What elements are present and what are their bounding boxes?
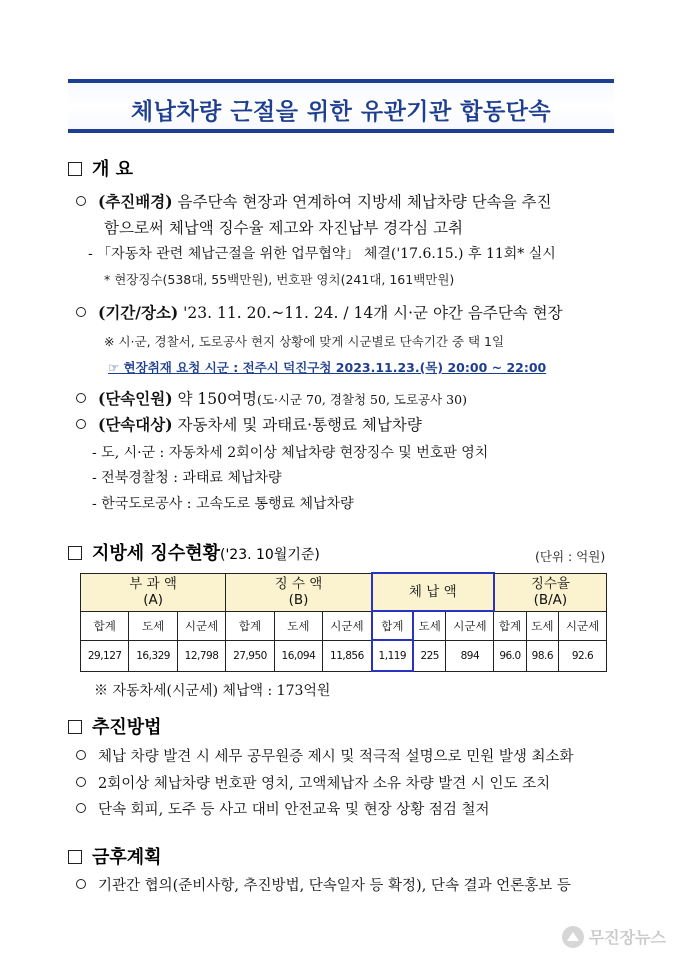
section-heading-method [68,713,162,739]
agreement-line: - 「자동차 관련 체납근절을 위한 업무협약」 체결('17.6.15.) 후 11회* 실시 [88,246,556,262]
circle-bullet-icon [76,419,86,429]
staff-label: (단속인원) [98,389,173,408]
sub-header: 도세 [526,611,558,640]
table-cell: 96.0 [494,640,526,671]
table-cell: 225 [413,640,446,671]
group-name: 체 납 액 [408,584,457,600]
method-item [76,798,489,819]
table-cell: 29,127 [81,640,129,671]
period-text: '23. 11. 20.~11. 24. / 14개 시·군 야간 음주단속 현장 [183,304,563,322]
tax-heading-text: 지방세 징수현황 [92,543,220,564]
method-item-text: 체납 차량 발견 시 세무 공무원증 제시 및 적극적 설명으로 민원 발생 최소화 [98,749,574,765]
section-heading-overview [68,155,133,181]
section-heading-plan [68,843,162,869]
target-item: - 도, 시·군 : 자동차세 2회이상 체납차량 현장징수 및 번호판 영치 [92,445,489,461]
sub-header: 시군세 [177,611,225,640]
group-header-rate [494,573,607,611]
unit-label: (단위 : 억원) [535,549,606,564]
title-band [68,79,614,133]
group-sub: (B) [288,592,309,608]
checkbox-square-icon [68,720,82,734]
watermark-text: 무진장뉴스 [588,928,666,947]
checkbox-square-icon [68,162,82,176]
table-cell: 27,950 [226,640,274,671]
period-note: ※ 시·군, 경찰서, 도로공사 현지 상황에 맞게 시군별로 단속기간 중 택 1일 [104,334,505,349]
background-text1: 음주단속 현장과 연계하여 지방세 체납차량 단속을 추진 [177,193,552,211]
sub-header: 도세 [413,611,446,640]
table-cell: 894 [446,640,494,671]
method-item-text: 단속 회피, 도주 등 사고 대비 안전교육 및 현장 상황 점검 철저 [98,802,490,818]
group-name: 징 수 액 [274,576,323,592]
sub-header: 합계 [372,611,413,640]
background-text2: 함으로써 체납액 징수율 제고와 자진납부 경각심 고취 [104,219,463,237]
group-header-collected [226,573,372,611]
method-item [76,772,550,793]
period-label: (기간/장소) [98,303,179,322]
target-text: 자동차세 및 과태료·통행료 체납차량 [177,416,422,434]
method-item-text: 2회이상 체납차량 번호판 영치, 고액체납자 소유 차량 발견 시 인도 조치 [98,776,551,792]
table-group-header-row [81,573,607,611]
bullet-target [76,413,422,435]
circle-bullet-icon [76,803,86,813]
tax-table [80,572,607,672]
group-sub: (A) [143,592,164,608]
table-row [81,640,607,671]
sub-header: 시군세 [323,611,372,640]
table-cell: 16,094 [274,640,322,671]
mountain-logo-icon [562,926,584,948]
staff-detail: (도·시군 70, 경찰청 50, 도로공사 30) [256,392,467,407]
circle-bullet-icon [76,879,86,889]
target-label: (단속대상) [98,415,173,434]
table-cell: 1,119 [372,640,413,671]
table-sub-header-row [81,611,607,640]
tax-heading-sub: ('23. 10월기준) [219,547,320,563]
arrears-note: ※ 자동차세(시군세) 체납액 : 173억원 [94,683,331,699]
background-label: (추진배경) [98,192,173,211]
watermark [562,925,666,948]
group-name: 부 과 액 [129,576,177,592]
staff-text: 약 150여명 [177,390,257,408]
checkbox-square-icon [68,850,82,864]
circle-bullet-icon [76,777,86,787]
bullet-period [76,301,563,323]
overview-heading-text: 개 요 [92,159,134,180]
group-name: 징수율 [530,576,570,592]
page-title: 체납차량 근절을 위한 유관기관 합동단속 [130,99,552,125]
sub-header: 시군세 [446,611,494,640]
sub-header: 합계 [226,611,274,640]
bullet-staff [76,387,467,409]
circle-bullet-icon [76,750,86,760]
press-request-line: ☞ 현장취재 요청 시군 : 전주시 덕진구청 2023.11.23.(목) 20:00 ~ 22:00 [108,360,547,375]
circle-bullet-icon [76,307,86,317]
table-cell: 11,856 [323,640,372,671]
circle-bullet-icon [76,196,86,206]
group-header-assessed [81,573,226,611]
target-item: - 전북경찰청 : 과태료 체납차량 [92,470,282,486]
bullet-background [76,190,551,212]
section-heading-tax [68,539,320,565]
agreement-note: * 현장징수(538대, 55백만원), 번호판 영치(241대, 161백만원) [104,272,455,287]
checkbox-square-icon [68,546,82,560]
table-cell: 98.6 [526,640,558,671]
sub-header: 도세 [129,611,177,640]
sub-header: 시군세 [559,611,607,640]
group-header-arrears [372,573,494,611]
method-heading-text: 추진방법 [92,717,162,738]
table-cell: 12,798 [177,640,225,671]
sub-header: 도세 [274,611,322,640]
plan-heading-text: 금후계획 [92,847,162,868]
sub-header: 합계 [494,611,526,640]
table-cell: 92.6 [559,640,607,671]
plan-item-text: 기관간 협의(준비사항, 추진방법, 단속일자 등 확정), 단속 결과 언론홍보 등 [98,878,571,894]
group-sub: (B/A) [533,592,568,608]
table-cell: 16,329 [129,640,177,671]
plan-item [76,874,571,895]
target-item: - 한국도로공사 : 고속도로 통행료 체납차량 [92,496,354,512]
circle-bullet-icon [76,393,86,403]
method-item [76,745,574,766]
sub-header: 합계 [81,611,129,640]
